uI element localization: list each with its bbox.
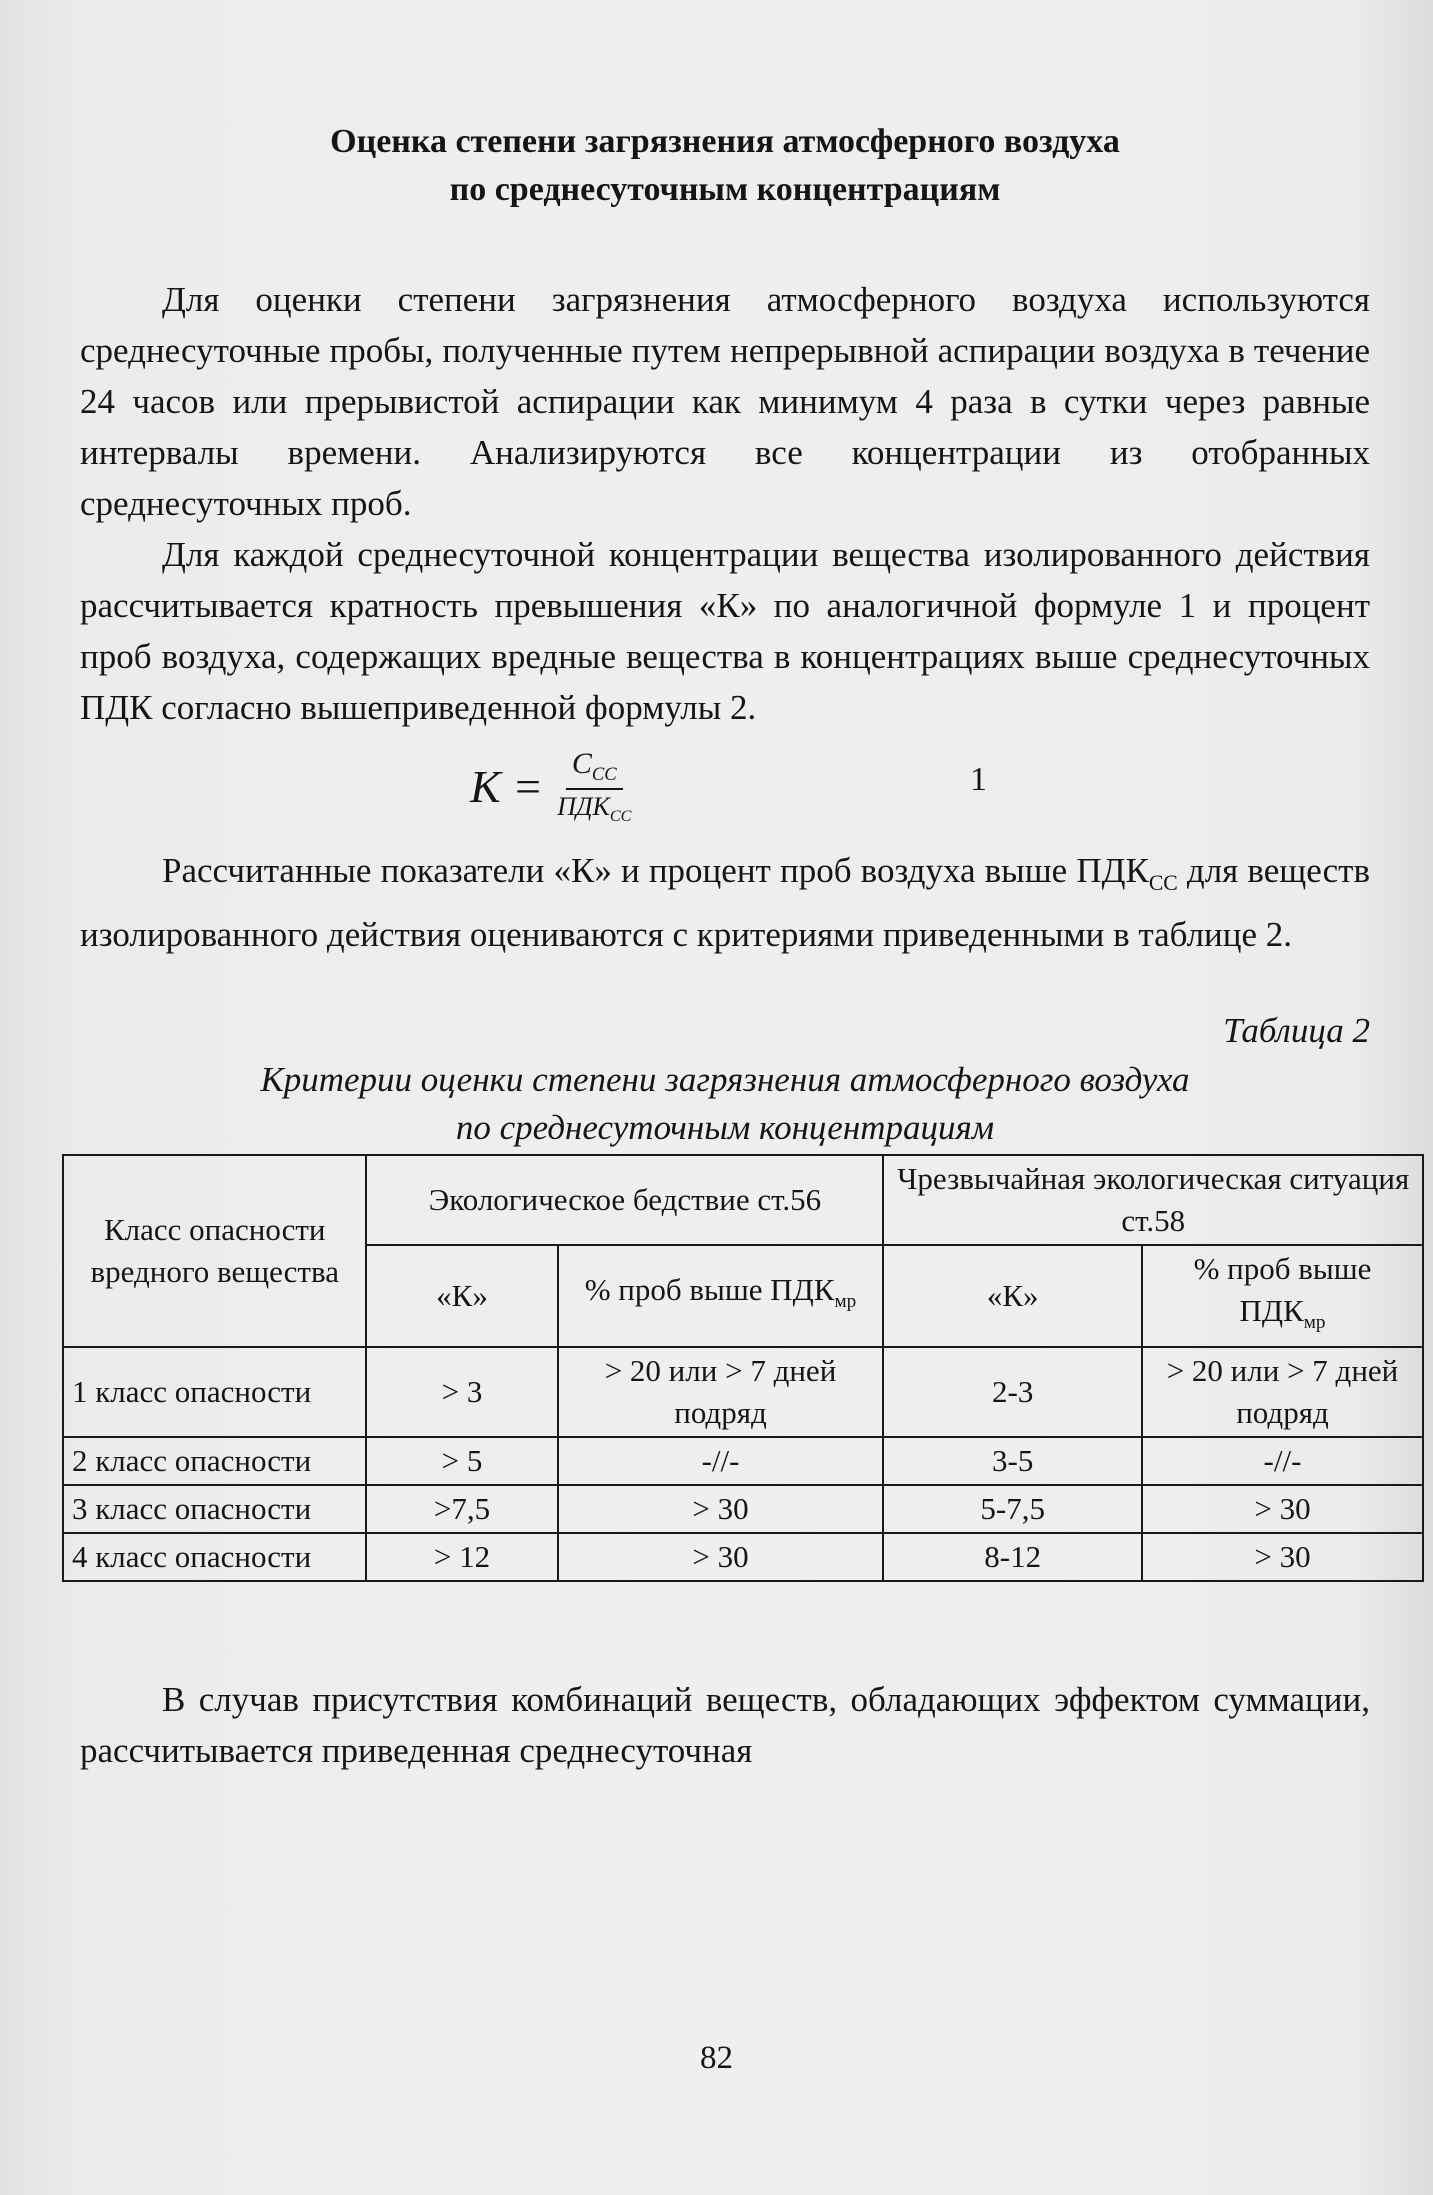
paragraph-3: Рассчитанные показатели «К» и процент проб воздуха выше $ПДК_{CC}$ для веществ изолированного действия оцениваются с критериями приведенными в таблице 2. [80, 851, 1370, 954]
cell-class: 1 класс опасности [63, 1347, 366, 1437]
subheader-k-1: «К» [366, 1245, 557, 1347]
cell-k-emergency: 2-3 [883, 1347, 1142, 1437]
cell-class: 4 класс опасности [63, 1533, 366, 1581]
header-class: Класс опасности вредного вещества [63, 1155, 366, 1347]
cell-pct-emergency: > 20 или > 7 дней подряд [1142, 1347, 1423, 1437]
table-header-row [63, 1155, 1423, 1245]
heading-line-1: Оценка степени загрязнения атмосферного воздуха [330, 123, 1120, 160]
table-row [63, 1347, 1423, 1437]
paragraph-2: Для каждой среднесуточной концентрации вещества изолированного действия рассчитывается кратность превышения «К» по аналогичной формуле 1 и процент проб воздуха, содержащих вредные вещества в концентрациях выше среднесуточных ПДК согласно вышеприведенной формулы 2. [80, 535, 1370, 727]
table-title-line-1: Критерии оценки степени загрязнения атмосферного воздуха [260, 1060, 1190, 1099]
formula-lhs: K = [470, 761, 544, 813]
cell-pct-disaster: > 30 [558, 1485, 884, 1533]
paragraph-4: В случав присутствия комбинаций веществ, обладающих эффектом суммации, рассчитывается приведенная среднесуточная [80, 1680, 1370, 1771]
formula-numerator: $C_{CC}$ [566, 747, 623, 790]
cell-pct-disaster: > 30 [558, 1533, 884, 1581]
cell-class: 2 класс опасности [63, 1437, 366, 1485]
subheader-pct-2: % проб выше $ПДК_{мр}$ [1142, 1245, 1423, 1347]
table-title-line-2: по среднесуточным концентрациям [455, 1108, 995, 1147]
formula-denominator: $ПДК_{CC}$ [557, 792, 632, 826]
cell-pct-emergency: > 30 [1142, 1533, 1423, 1581]
page-number: 82 [700, 2040, 733, 2076]
table-row [63, 1533, 1423, 1581]
cell-k-disaster: >7,5 [366, 1485, 557, 1533]
subheader-k-2: «К» [883, 1245, 1142, 1347]
paragraph-1: Для оценки степени загрязнения атмосферного воздуха используются среднесуточные пробы, полученные путем непрерывной аспирации воздуха в течение 24 часов или прерывистой аспирации как минимум 4 раза в сутки через равные интервалы времени. Анализируются все концентрации из отобранных среднесуточных проб. [80, 280, 1370, 523]
cell-class: 3 класс опасности [63, 1485, 366, 1533]
section-heading [80, 118, 1370, 214]
subheader-pct-1: % проб выше $ПДК_{мр}$ [558, 1245, 884, 1347]
cell-k-emergency: 3-5 [883, 1437, 1142, 1485]
page-content [72, 118, 1410, 1776]
cell-pct-emergency: -//- [1142, 1437, 1423, 1485]
formula-1 [80, 747, 1370, 825]
table-row [63, 1437, 1423, 1485]
cell-pct-disaster: > 20 или > 7 дней подряд [558, 1347, 884, 1437]
header-group-disaster: Экологическое бедствие ст.56 [366, 1155, 883, 1245]
cell-k-disaster: > 5 [366, 1437, 557, 1485]
heading-line-2: по среднесуточным концентрациям [449, 171, 1001, 208]
cell-pct-emergency: > 30 [1142, 1485, 1423, 1533]
formula-expression [470, 747, 631, 826]
table-row [63, 1485, 1423, 1533]
cell-k-emergency: 8-12 [883, 1533, 1142, 1581]
criteria-table [62, 1154, 1424, 1582]
table-title [80, 1056, 1370, 1152]
cell-k-disaster: > 3 [366, 1347, 557, 1437]
table-caption: Таблица 2 [1223, 1011, 1370, 1050]
cell-k-emergency: 5-7,5 [883, 1485, 1142, 1533]
formula-number: 1 [970, 761, 987, 798]
cell-pct-disaster: -//- [558, 1437, 884, 1485]
formula-fraction [557, 747, 631, 826]
cell-k-disaster: > 12 [366, 1533, 557, 1581]
header-group-emergency: Чрезвычайная экологическая ситуация ст.58 [883, 1155, 1423, 1245]
